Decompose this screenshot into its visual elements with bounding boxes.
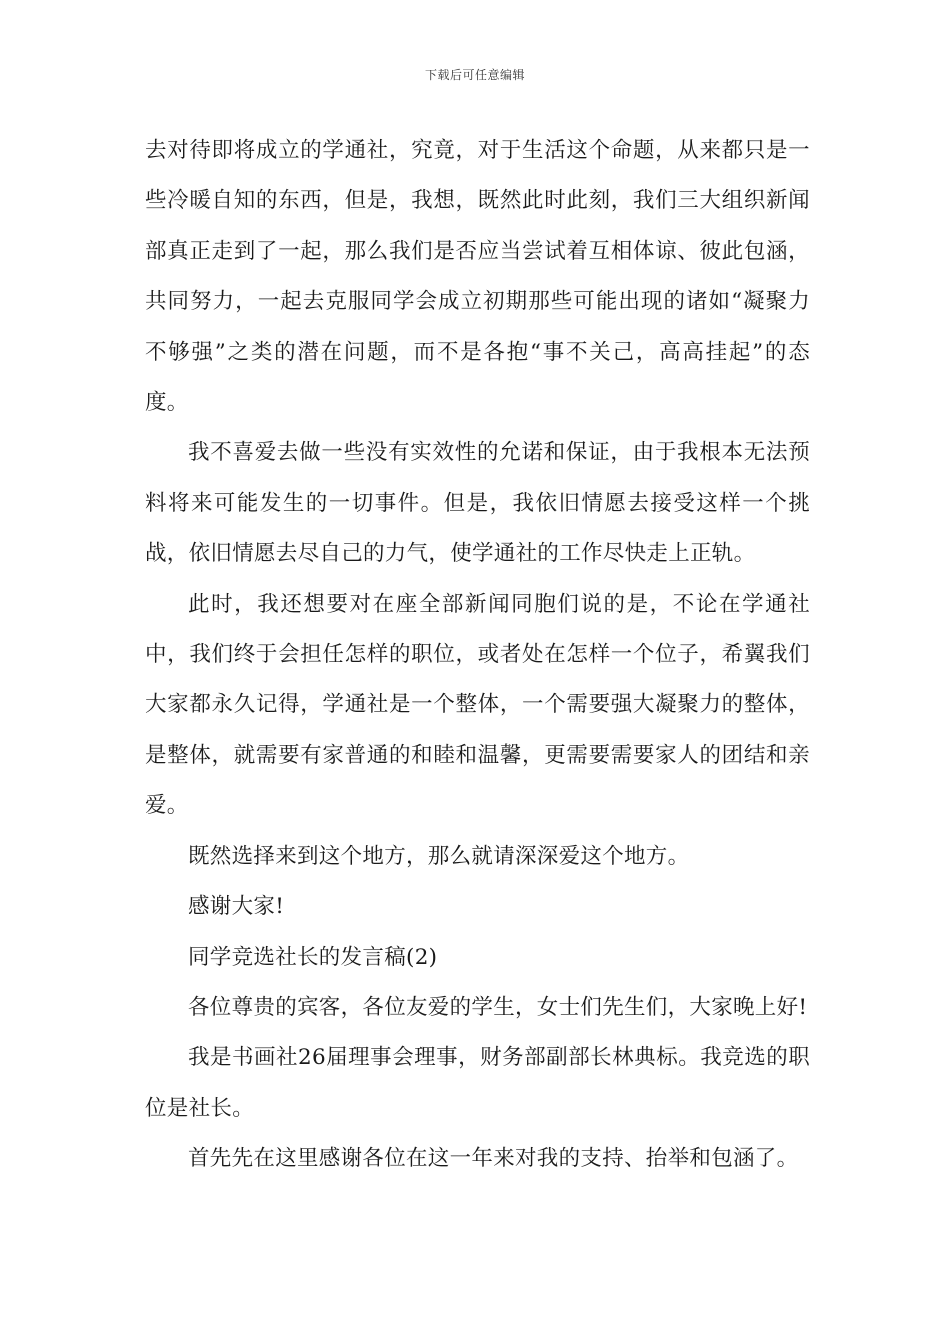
paragraph: 我是书画社26届理事会理事，财务部副部长林典标。我竞选的职位是社长。 [145,1045,810,1121]
paragraph: 此时，我还想要对在座全部新闻同胞们说的是，不论在学通社中，我们终于会担任怎样的职位，或者处在怎样一个位子，希翼我们大家都永久记得，学通社是一个整体，一个需要强大凝聚力的整体，是整体，就需要有家普通的和睦和温馨，更需要需要家人的团结和亲爱。 [145,591,810,819]
paragraph: 首先先在这里感谢各位在这一年来对我的支持、抬举和包涵了。 [188,1146,799,1172]
page-header: 下载后可任意编辑 [424,68,525,82]
paragraph: 既然选择来到这个地方，那么就请深深爱这个地方。 [188,843,690,869]
paragraph: 各位尊贵的宾客，各位友爱的学生，女士们先生们，大家晚上好! [188,994,808,1020]
document-body [145,126,810,1185]
section-title: 同学竞选社长的发言稿(2) [188,944,438,970]
paragraph: 我不喜爱去做一些没有实效性的允诺和保证，由于我根本无法预料将来可能发生的一切事件。但是，我依旧情愿去接受这样一个挑战，依旧情愿去尽自己的力气，使学通社的工作尽快走上正轨。 [145,440,810,567]
paragraph: 感谢大家! [188,894,285,920]
paragraph-continued: 去对待即将成立的学通社，究竟，对于生活这个命题，从来都只是一些冷暖自知的东西，但是，我想，既然此时此刻，我们三大组织新闻部真正走到了一起，那么我们是否应当尝试着互相体谅、彼此包涵，共同努力，一起去克服同学会成立初期那些可能出现的诸如“凝聚力不够强”之类的潜在问题，而不是各抱“事不关己，高高挂起”的态度。 [145,138,810,416]
